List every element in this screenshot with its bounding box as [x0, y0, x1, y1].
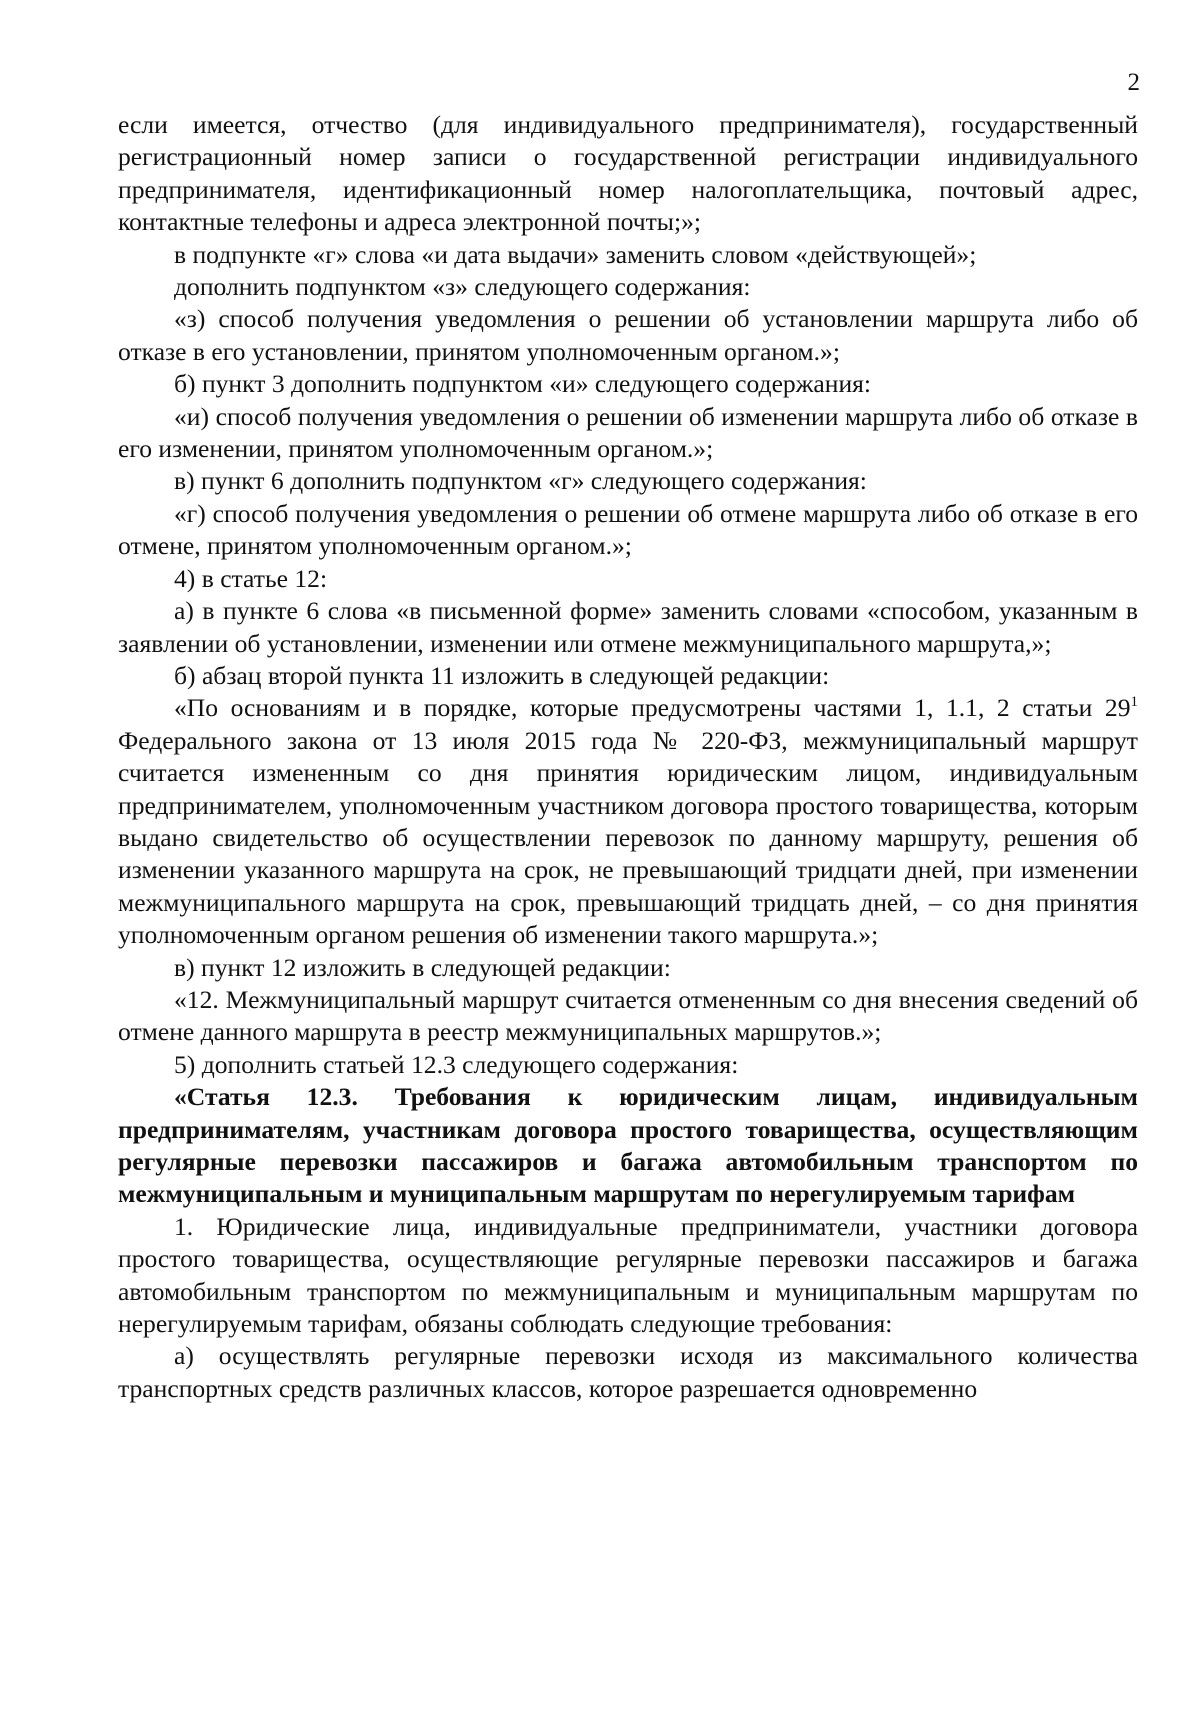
paragraph-text-part: Федерального закона от 13 июля 2015 года № 220-ФЗ, межмуниципальный маршрут считается измененным со дня принятия юридическим лицом, индивидуальным предпринимателем, уполномоченным участником договора простого товарищества, которым выдано свидетельство об осуществлении перевозок по данному маршруту, решения об изменении указанного маршрута на срок, не превышающий тридцати дней, при изменении межмуниципального маршрута на срок, превышающий тридцать дней, – со дня принятия уполномоченным органом решения об изменении такого маршрута.»; [118, 725, 1138, 950]
paragraph: 5) дополнить статьей 12.3 следующего содержания: [174, 1049, 739, 1079]
page-number: 2 [1127, 69, 1140, 96]
paragraph-text-part: «По основаниям и в порядке, которые предусмотрены частями 1, 1.1, 2 статьи 29 [174, 693, 1131, 723]
paragraph: 4) в статье 12: [174, 563, 328, 593]
paragraph: а) осуществлять регулярные перевозки исходя из максимального количества транспортных средств различных классов, которое разрешается одновременно [118, 1341, 1138, 1403]
superscript-marker: 1 [1130, 694, 1138, 711]
paragraph: если имеется, отчество (для индивидуального предпринимателя), государственный регистрационный номер записи о государственной регистрации индивидуального предпринимателя, идентификационный номер налогоплательщика, почтовый адрес, контактные телефоны и адреса электронной почты;»; [118, 110, 1138, 237]
paragraph: «г) способ получения уведомления о решении об отмене маршрута либо об отказе в его отмене, принятом уполномоченным органом.»; [118, 498, 1138, 561]
paragraph-article-29-reference [118, 692, 1138, 951]
paragraph: 1. Юридические лица, индивидуальные предприниматели, участники договора простого товарищества, осуществляющие регулярные перевозки пассажиров и багажа автомобильным транспортом по межмуниципальным и муниципальным маршрутам по нерегулируемым тарифам, обязаны соблюдать следующие требования: [118, 1211, 1138, 1339]
paragraph: а) в пункте 6 слова «в письменной форме» заменить словами «способом, указанным в заявлении об установлении, изменении или отмене межмуниципального маршрута,»; [118, 596, 1138, 658]
paragraph: в) пункт 6 дополнить подпунктом «г» следующего содержания: [174, 466, 867, 496]
paragraph: б) абзац второй пункта 11 изложить в следующей редакции: [174, 660, 830, 690]
paragraph: «и) способ получения уведомления о решении об изменении маршрута либо об отказе в его изменении, принятом уполномоченным органом.»; [118, 401, 1138, 464]
paragraph: б) пункт 3 дополнить подпунктом «и» следующего содержания: [174, 369, 872, 399]
paragraph: дополнить подпунктом «з» следующего содержания: [174, 272, 751, 302]
paragraph: в) пункт 12 изложить в следующей редакции: [174, 952, 671, 982]
paragraph: «з) способ получения уведомления о решении об установлении маршрута либо об отказе в его установлении, принятом уполномоченным органом.»; [118, 304, 1138, 366]
article-heading: «Статья 12.3. Требования к юридическим лицам, индивидуальным предпринимателям, участникам договора простого товарищества, осуществляющим регулярные перевозки пассажиров и багажа автомобильным транспортом по межмуниципальным и муниципальным маршрутам по нерегулируемым тарифам [118, 1082, 1138, 1209]
document-body [118, 109, 1138, 1405]
paragraph: в подпункте «г» слова «и дата выдачи» заменить словом «действующей»; [174, 239, 977, 269]
paragraph: «12. Межмуниципальный маршрут считается отмененным со дня внесения сведений об отмене данного маршрута в реестр межмуниципальных маршрутов.»; [118, 984, 1138, 1047]
